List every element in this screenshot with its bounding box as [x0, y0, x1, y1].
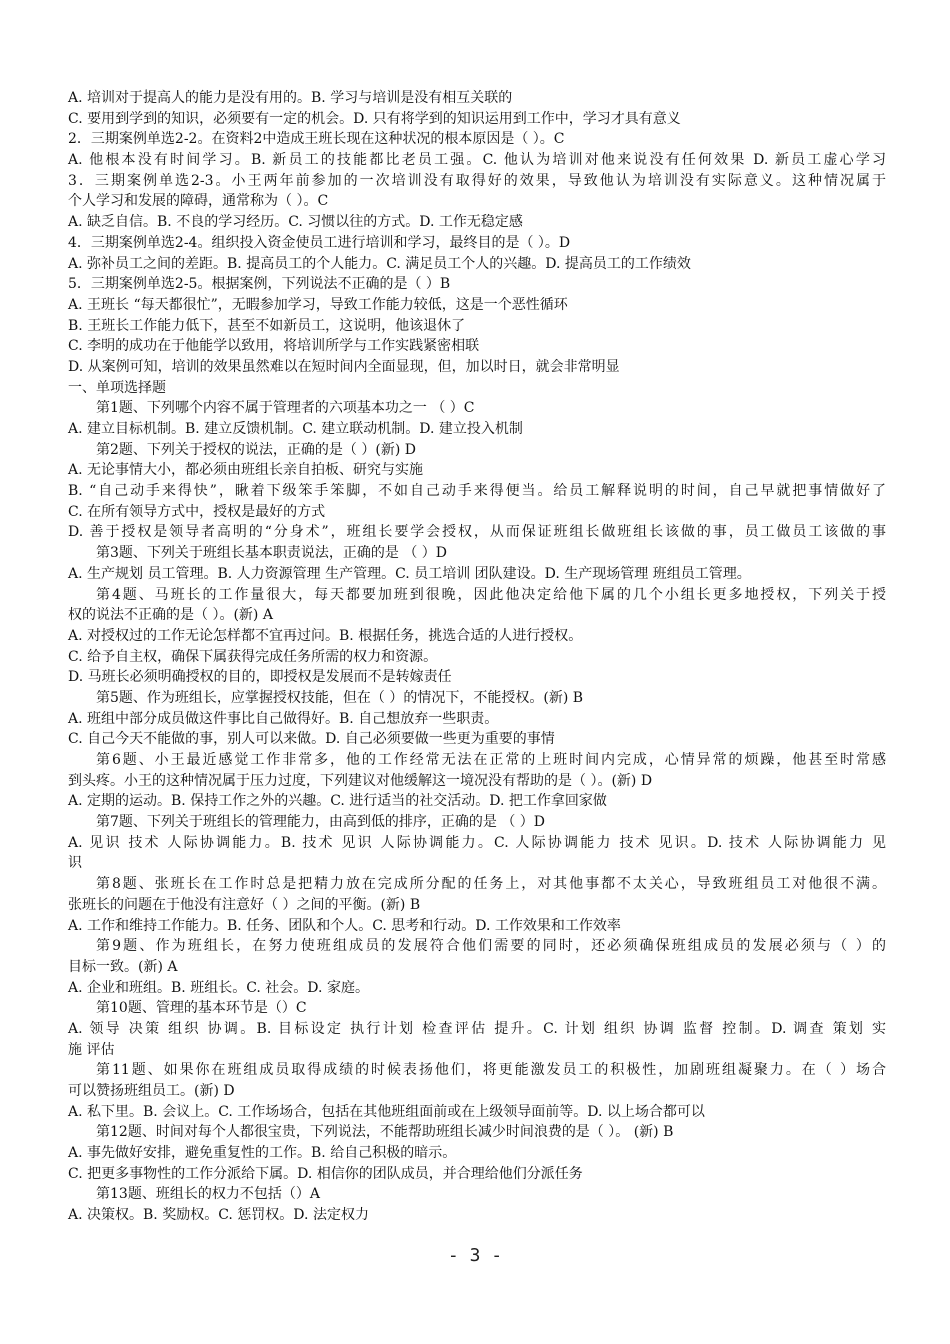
- text-line: A. 决策权。B. 奖励权。C. 惩罚权。D. 法定权力: [68, 1207, 369, 1224]
- text-line: 识: [68, 855, 82, 872]
- text-line: C. 把更多事物性的工作分派给下属。D. 相信你的团队成员，并合理给他们分派任务: [68, 1165, 583, 1182]
- text-line: A. 建立目标机制。B. 建立反馈机制。C. 建立联动机制。D. 建立投入机制: [68, 421, 523, 437]
- text-line: A. 见识 技术 人际协调能力。B. 技术 见识 人际协调能力。C. 人际协调能力 技术 见识。D. 技术 人际协调能力 见: [68, 834, 886, 851]
- text-line: C. 在所有领导方式中，授权是最好的方式: [68, 503, 326, 520]
- text-line: 第2题、下列关于授权的说法，正确的是（ ）(新) D: [96, 441, 416, 458]
- text-line: B. 王班长工作能力低下，甚至不如新员工，这说明，他该退休了: [68, 317, 466, 334]
- text-line: A. 工作和维持工作能力。B. 任务、团队和个人。C. 思考和行动。D. 工作效果和工作效率: [68, 917, 621, 934]
- text-line: 第9题、作为班组长，在努力使班组成员的发展符合他们需要的同时，还必须确保班组成员的发展必须与（ ）的: [96, 938, 886, 955]
- text-line: 第12题、时间对每个人都很宝贵，下列说法，不能帮助班组长减少时间浪费的是（ ）。 (新) B: [96, 1124, 674, 1141]
- text-line: A. 他根本没有时间学习。B. 新员工的技能都比老员工强。C. 他认为培训对他来说没有任何效果 D. 新员工虚心学习: [68, 152, 886, 169]
- text-line: C. 李明的成功在于他能学以致用，将培训所学与工作实践紧密相联: [68, 338, 480, 355]
- text-line: A. 班组中部分成员做这件事比自己做得好。B. 自己想放弃一些职责。: [68, 710, 499, 727]
- text-line: 到头疼。小王的这种情况属于压力过度，下列建议对他缓解这一境况没有帮助的是（ ）。(新) D: [68, 772, 653, 789]
- text-line: 第7题、下列关于班组长的管理能力，由高到低的排序，正确的是 （ ）D: [96, 814, 546, 831]
- text-line: 权的说法不正确的是（ ）。(新) A: [68, 607, 273, 624]
- text-line: A. 培训对于提高人的能力是没有用的。B. 学习与培训是没有相互关联的: [68, 90, 513, 106]
- text-line: A. 事先做好安排，避免重复性的工作。B. 给自己积极的暗示。: [68, 1145, 457, 1162]
- text-line: 第8题、张班长在工作时总是把精力放在完成所分配的任务上，对其他事都不太关心，导致班组员工对他很不满。: [96, 876, 886, 893]
- text-line: A. 领导 决策 组织 协调。B. 目标设定 执行计划 检查评估 提升。C. 计划 组织 协调 监督 控制。D. 调查 策划 实: [68, 1020, 886, 1037]
- text-line: A. 私下里。B. 会议上。C. 工作场场合，包括在其他班组面前或在上级领导面前等。D. 以上场合都可以: [68, 1103, 705, 1120]
- text-line: 可以赞扬班组员工。(新) D: [68, 1083, 235, 1099]
- text-line: 第13题、班组长的权力不包括（）A: [96, 1186, 320, 1203]
- text-line: 3．三期案例单选2-3。小王两年前参加的一次培训没有取得好的效果，导致他认为培训没有实际意义。这种情况属于: [68, 172, 886, 189]
- text-line: 一、单项选择题: [68, 379, 166, 396]
- text-line: 第6题、小王最近感觉工作非常多，他的工作经常无法在正常的上班时间内完成，心情异常的烦躁，他甚至时常感: [96, 752, 886, 768]
- text-line: 4．三期案例单选2-4。组织投入资金使员工进行培训和学习，最终目的是（ ）。D: [68, 234, 571, 251]
- document-body: [68, 88, 886, 1226]
- text-line: C. 要用到学到的知识，必须要有一定的机会。D. 只有将学到的知识运用到工作中，学习才具有意义: [68, 110, 681, 127]
- text-line: 第3题、下列关于班组长基本职责说法，正确的是 （ ）D: [96, 545, 448, 562]
- text-line: C. 自己今天不能做的事，别人可以来做。D. 自己必须要做一些更为重要的事情: [68, 731, 555, 748]
- text-line: 第1题、下列哪个内容不属于管理者的六项基本功之一 （ ）C: [96, 400, 475, 417]
- text-line: A. 无论事情大小，都必须由班组长亲自拍板、研究与实施: [68, 462, 424, 479]
- text-line: A. 弥补员工之间的差距。B. 提高员工的个人能力。C. 满足员工个人的兴趣。D. 提高员工的工作绩效: [68, 255, 691, 272]
- text-line: 张班长的问题在于他没有注意好（ ）之间的平衡。(新) B: [68, 896, 421, 913]
- text-line: 个人学习和发展的障碍，通常称为（ ）。C: [68, 193, 329, 210]
- text-line: B. “自己动手来得快”，瞅着下级笨手笨脚，不如自己动手来得便当。给员工解释说明的时间，自己早就把事情做好了: [68, 483, 886, 500]
- text-line: A. 缺乏自信。B. 不良的学习经历。C. 习惯以往的方式。D. 工作无稳定感: [68, 214, 523, 231]
- text-line: A. 定期的运动。B. 保持工作之外的兴趣。C. 进行适当的社交活动。D. 把工作拿回家做: [68, 793, 607, 810]
- text-line: A. 企业和班组。B. 班组长。C. 社会。D. 家庭。: [68, 979, 369, 996]
- text-line: 第4题、马班长的工作量很大，每天都要加班到很晚，因此他决定给他下属的几个小组长更多地授权，下列关于授: [96, 586, 886, 603]
- text-line: A. 生产规划 员工管理。B. 人力资源管理 生产管理。C. 员工培训 团队建设。D. 生产现场管理 班组员工管理。: [68, 565, 751, 582]
- text-line: A. 对授权过的工作无论怎样都不宜再过问。B. 根据任务，挑选合适的人进行授权。: [68, 627, 583, 644]
- text-line: 5．三期案例单选2-5。根据案例，下列说法不正确的是（ ）B: [68, 276, 451, 293]
- text-line: 目标一致。(新) A: [68, 958, 178, 975]
- page-number: - 3 -: [447, 1245, 503, 1266]
- text-line: D. 善于授权是领导者高明的“分身术”，班组长要学会授权，从而保证班组长做班组长该做的事，员工做员工该做的事: [68, 524, 886, 541]
- text-line: 第11题、如果你在班组成员取得成绩的时候表扬他们，将更能激发员工的积极性，加剧班组凝聚力。在（ ）场合: [96, 1062, 886, 1079]
- text-line: 2．三期案例单选2-2。在资料2中造成王班长现在这种状况的根本原因是（ ）。C: [68, 131, 565, 148]
- text-line: D. 马班长必须明确授权的目的，即授权是发展而不是转嫁责任: [68, 669, 452, 686]
- text-line: 施 评估: [68, 1041, 115, 1058]
- text-line: C. 给予自主权，确保下属获得完成任务所需的权力和资源。: [68, 648, 438, 665]
- text-line: A. 王班长 “每天都很忙”，无暇参加学习，导致工作能力较低，这是一个恶性循环: [68, 296, 568, 313]
- text-line: 第10题、管理的基本环节是（）C: [96, 1000, 307, 1017]
- text-line: 第5题、作为班组长，应掌握授权技能，但在（ ）的情况下，不能授权。(新) B: [96, 689, 584, 706]
- text-line: D. 从案例可知，培训的效果虽然难以在短时间内全面显现，但，加以时日，就会非常明显: [68, 358, 620, 375]
